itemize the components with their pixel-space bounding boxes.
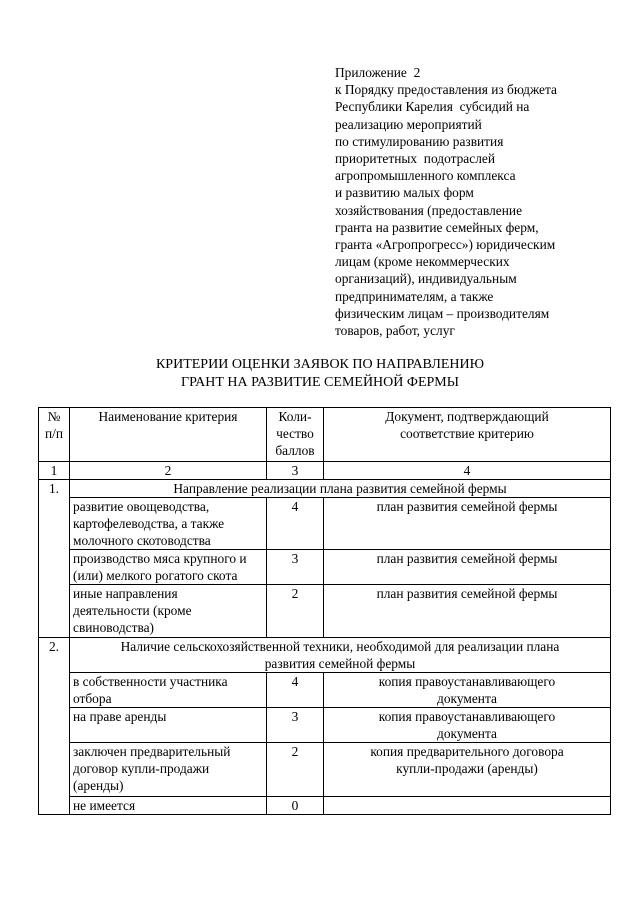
column-number-4: 4 <box>324 462 611 480</box>
section-heading: Наличие сельскохозяйственной техники, необходимой для реализации плана развития семейной фермы <box>70 638 611 673</box>
document-cell: план развития семейной фермы <box>324 498 611 550</box>
annex-line: хозяйствования (предоставление <box>335 202 523 218</box>
document-cell: копия правоустанавливающего документа <box>324 673 611 708</box>
document-cell: копия правоустанавливающего документа <box>324 708 611 743</box>
annex-block <box>335 64 635 339</box>
annex-line: товаров, работ, услуг <box>335 323 455 339</box>
annex-line: приоритетных подотраслей <box>335 151 495 167</box>
header-number: № п/п <box>39 408 70 462</box>
section-heading-row <box>39 638 611 673</box>
section-heading-row <box>39 480 611 498</box>
annex-line: организаций), индивидуальным <box>335 271 517 287</box>
table-row <box>39 743 611 797</box>
annex-line: агропромышленного комплекса <box>335 168 516 184</box>
document-cell: план развития семейной фермы <box>324 585 611 638</box>
criterion-name-cell: на праве аренды <box>70 708 267 743</box>
column-number-2: 2 <box>70 462 267 480</box>
document-cell: план развития семейной фермы <box>324 550 611 585</box>
document-title-line-2: ГРАНТ НА РАЗВИТИЕ СЕМЕЙНОЙ ФЕРМЫ <box>181 375 459 390</box>
annex-line: лицам (кроме некоммерческих <box>335 254 510 270</box>
table-row <box>39 673 611 708</box>
points-cell: 2 <box>267 743 324 797</box>
header-document: Документ, подтверждающий соответствие критерию <box>324 408 611 462</box>
annex-line: к Порядку предоставления из бюджета <box>335 82 557 98</box>
points-cell: 3 <box>267 708 324 743</box>
criterion-name-cell: развитие овощеводства, картофелеводства, а также молочного скотоводства <box>70 498 267 550</box>
column-number-1: 1 <box>39 462 70 480</box>
points-cell: 4 <box>267 498 324 550</box>
annex-line: Республики Карелия субсидий на <box>335 99 530 115</box>
points-cell: 2 <box>267 585 324 638</box>
annex-line: и развитию малых форм <box>335 185 474 201</box>
column-numbering-row <box>39 462 611 480</box>
column-number-3: 3 <box>267 462 324 480</box>
table-row <box>39 585 611 638</box>
criterion-name-cell: иные направления деятельности (кроме свиноводства) <box>70 585 267 638</box>
section-number: 2. <box>39 638 70 815</box>
annex-line: гранта на развитие семейных ферм, <box>335 219 539 235</box>
criterion-name-cell: в собственности участника отбора <box>70 673 267 708</box>
points-cell: 0 <box>267 797 324 815</box>
points-cell: 4 <box>267 673 324 708</box>
criteria-table <box>38 407 611 815</box>
annex-line: предпринимателям, а также <box>335 288 494 304</box>
section-number: 1. <box>39 480 70 638</box>
header-points: Коли- чество баллов <box>267 408 324 462</box>
section-heading: Направление реализации плана развития семейной фермы <box>70 480 611 498</box>
annex-line: Приложение 2 <box>335 65 421 80</box>
header-criterion-name: Наименование критерия <box>70 408 267 462</box>
annex-line: гранта «Агропрогресс») юридическим <box>335 237 556 253</box>
document-cell: копия предварительного договора купли-продажи (аренды) <box>324 743 611 797</box>
annex-line: по стимулированию развития <box>335 133 504 149</box>
document-cell <box>324 797 611 815</box>
annex-line: реализацию мероприятий <box>335 116 482 132</box>
criterion-name-cell: заключен предварительный договор купли-продажи (аренды) <box>70 743 267 797</box>
table-row <box>39 498 611 550</box>
table-header-row <box>39 408 611 462</box>
table-row <box>39 550 611 585</box>
criterion-name-cell: производство мяса крупного и (или) мелкого рогатого скота <box>70 550 267 585</box>
criterion-name-cell: не имеется <box>70 797 267 815</box>
table-row <box>39 797 611 815</box>
document-title-line-1: КРИТЕРИИ ОЦЕНКИ ЗАЯВОК ПО НАПРАВЛЕНИЮ <box>155 357 485 372</box>
points-cell: 3 <box>267 550 324 585</box>
table-row <box>39 708 611 743</box>
annex-line: физическим лицам – производителям <box>335 305 550 321</box>
